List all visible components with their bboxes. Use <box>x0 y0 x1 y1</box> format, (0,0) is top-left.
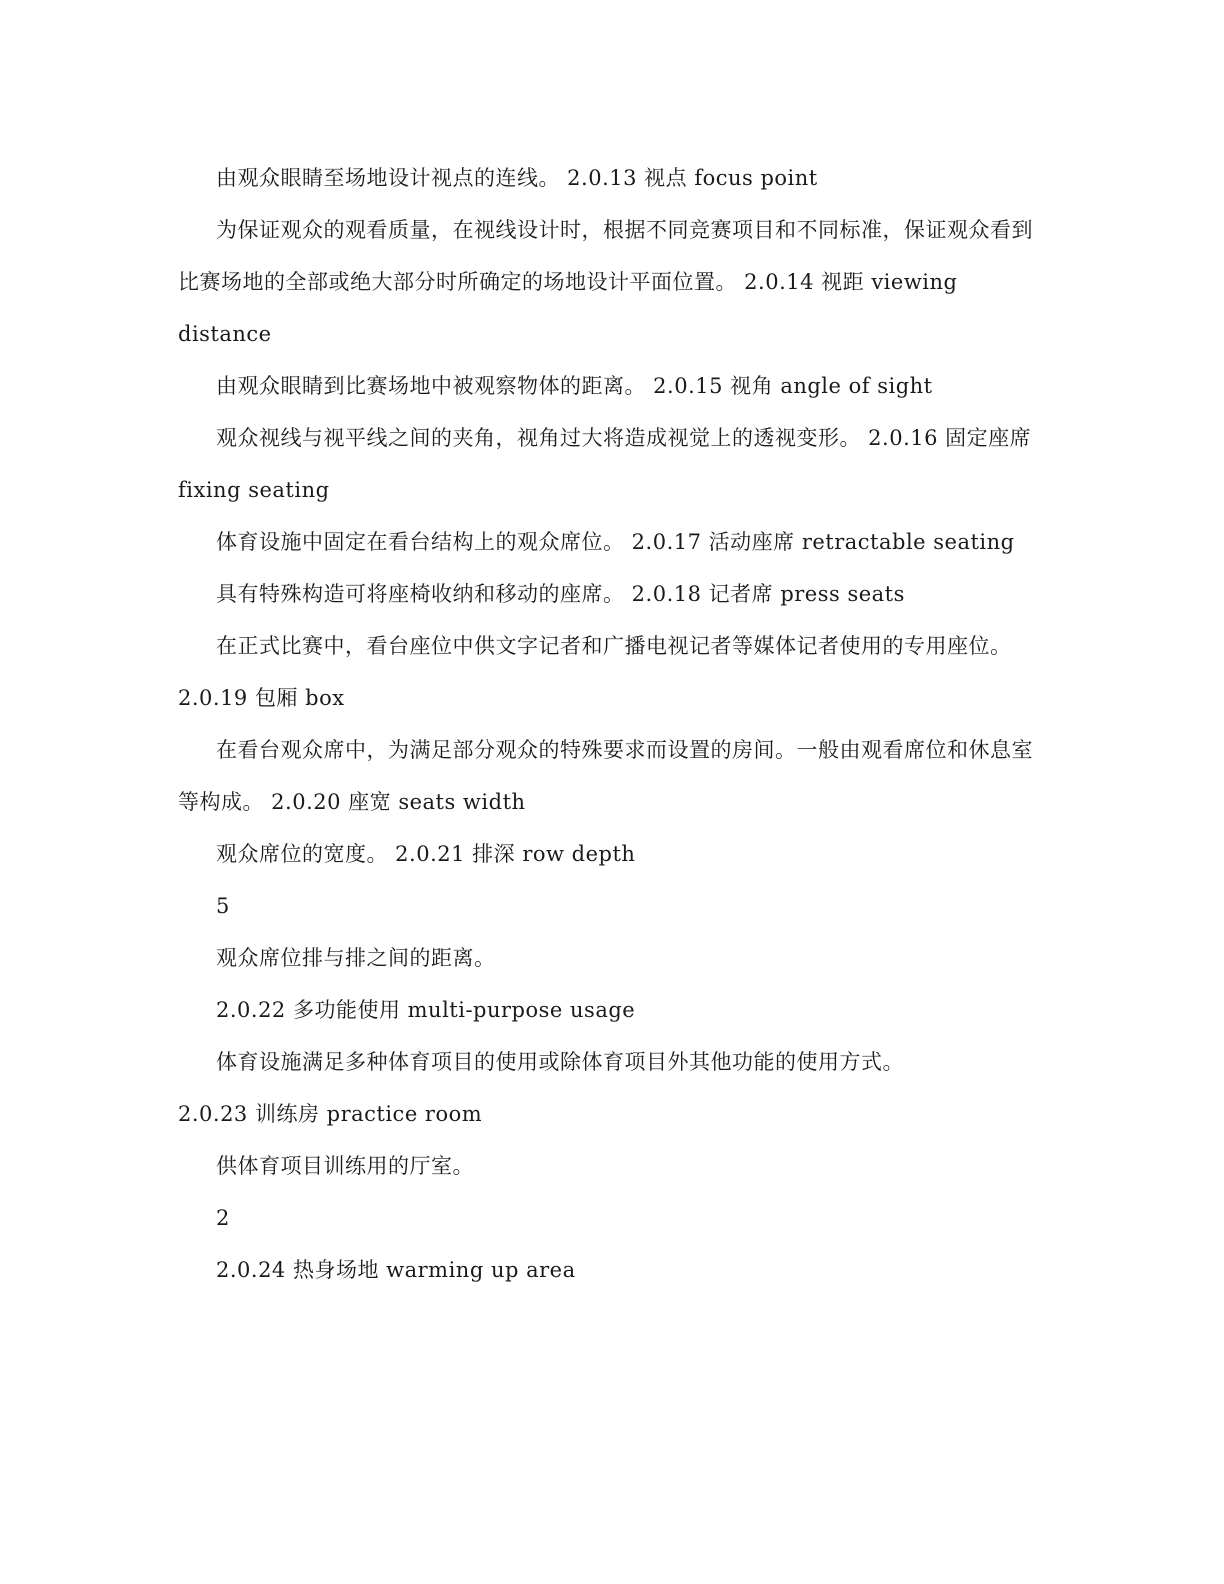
page-number-2: 2 <box>216 1206 230 1230</box>
paragraph-9: 观众席位的宽度。 2.0.21 排深 row depth <box>216 842 636 866</box>
paragraph-5: 体育设施中固定在看台结构上的观众席位。 2.0.17 活动座席 retractable seating <box>216 530 1015 554</box>
paragraph-3: 由观众眼睛到比赛场地中被观察物体的距离。 2.0.15 视角 angle of sight <box>216 374 933 398</box>
page-number-5: 5 <box>216 894 230 918</box>
paragraph-13: 体育设施满足多种体育项目的使用或除体育项目外其他功能的使用方式。 <box>216 1050 904 1074</box>
paragraph-1: 由观众眼睛至场地设计视点的连线。 2.0.13 视点 focus point <box>216 166 818 190</box>
paragraph-11: 观众席位排与排之间的距离。 <box>216 946 496 970</box>
paragraph-6: 具有特殊构造可将座椅收纳和移动的座席。 2.0.18 记者席 press seats <box>216 582 905 606</box>
paragraph-12: 2.0.22 多功能使用 multi-purpose usage <box>216 998 636 1022</box>
paragraph-14: 2.0.23 训练房 practice room <box>178 1102 483 1126</box>
paragraph-17: 2.0.24 热身场地 warming up area <box>216 1258 576 1282</box>
document-body <box>178 152 1048 1296</box>
paragraph-8: 在看台观众席中，为满足部分观众的特殊要求而设置的房间。一般由观看席位和休息室等构成。 2.0.20 座宽 seats width <box>178 738 1033 814</box>
paragraph-15: 供体育项目训练用的厅室。 <box>216 1154 474 1178</box>
paragraph-4: 观众视线与视平线之间的夹角，视角过大将造成视觉上的透视变形。 2.0.16 固定座席 fixing seating <box>178 426 1039 502</box>
paragraph-2: 为保证观众的观看质量，在视线设计时，根据不同竞赛项目和不同标准，保证观众看到比赛场地的全部或绝大部分时所确定的场地设计平面位置。 2.0.14 视距 viewing distance <box>178 218 1033 346</box>
paragraph-7: 在正式比赛中，看台座位中供文字记者和广播电视记者等媒体记者使用的专用座位。 2.0.19 包厢 box <box>178 634 1019 710</box>
